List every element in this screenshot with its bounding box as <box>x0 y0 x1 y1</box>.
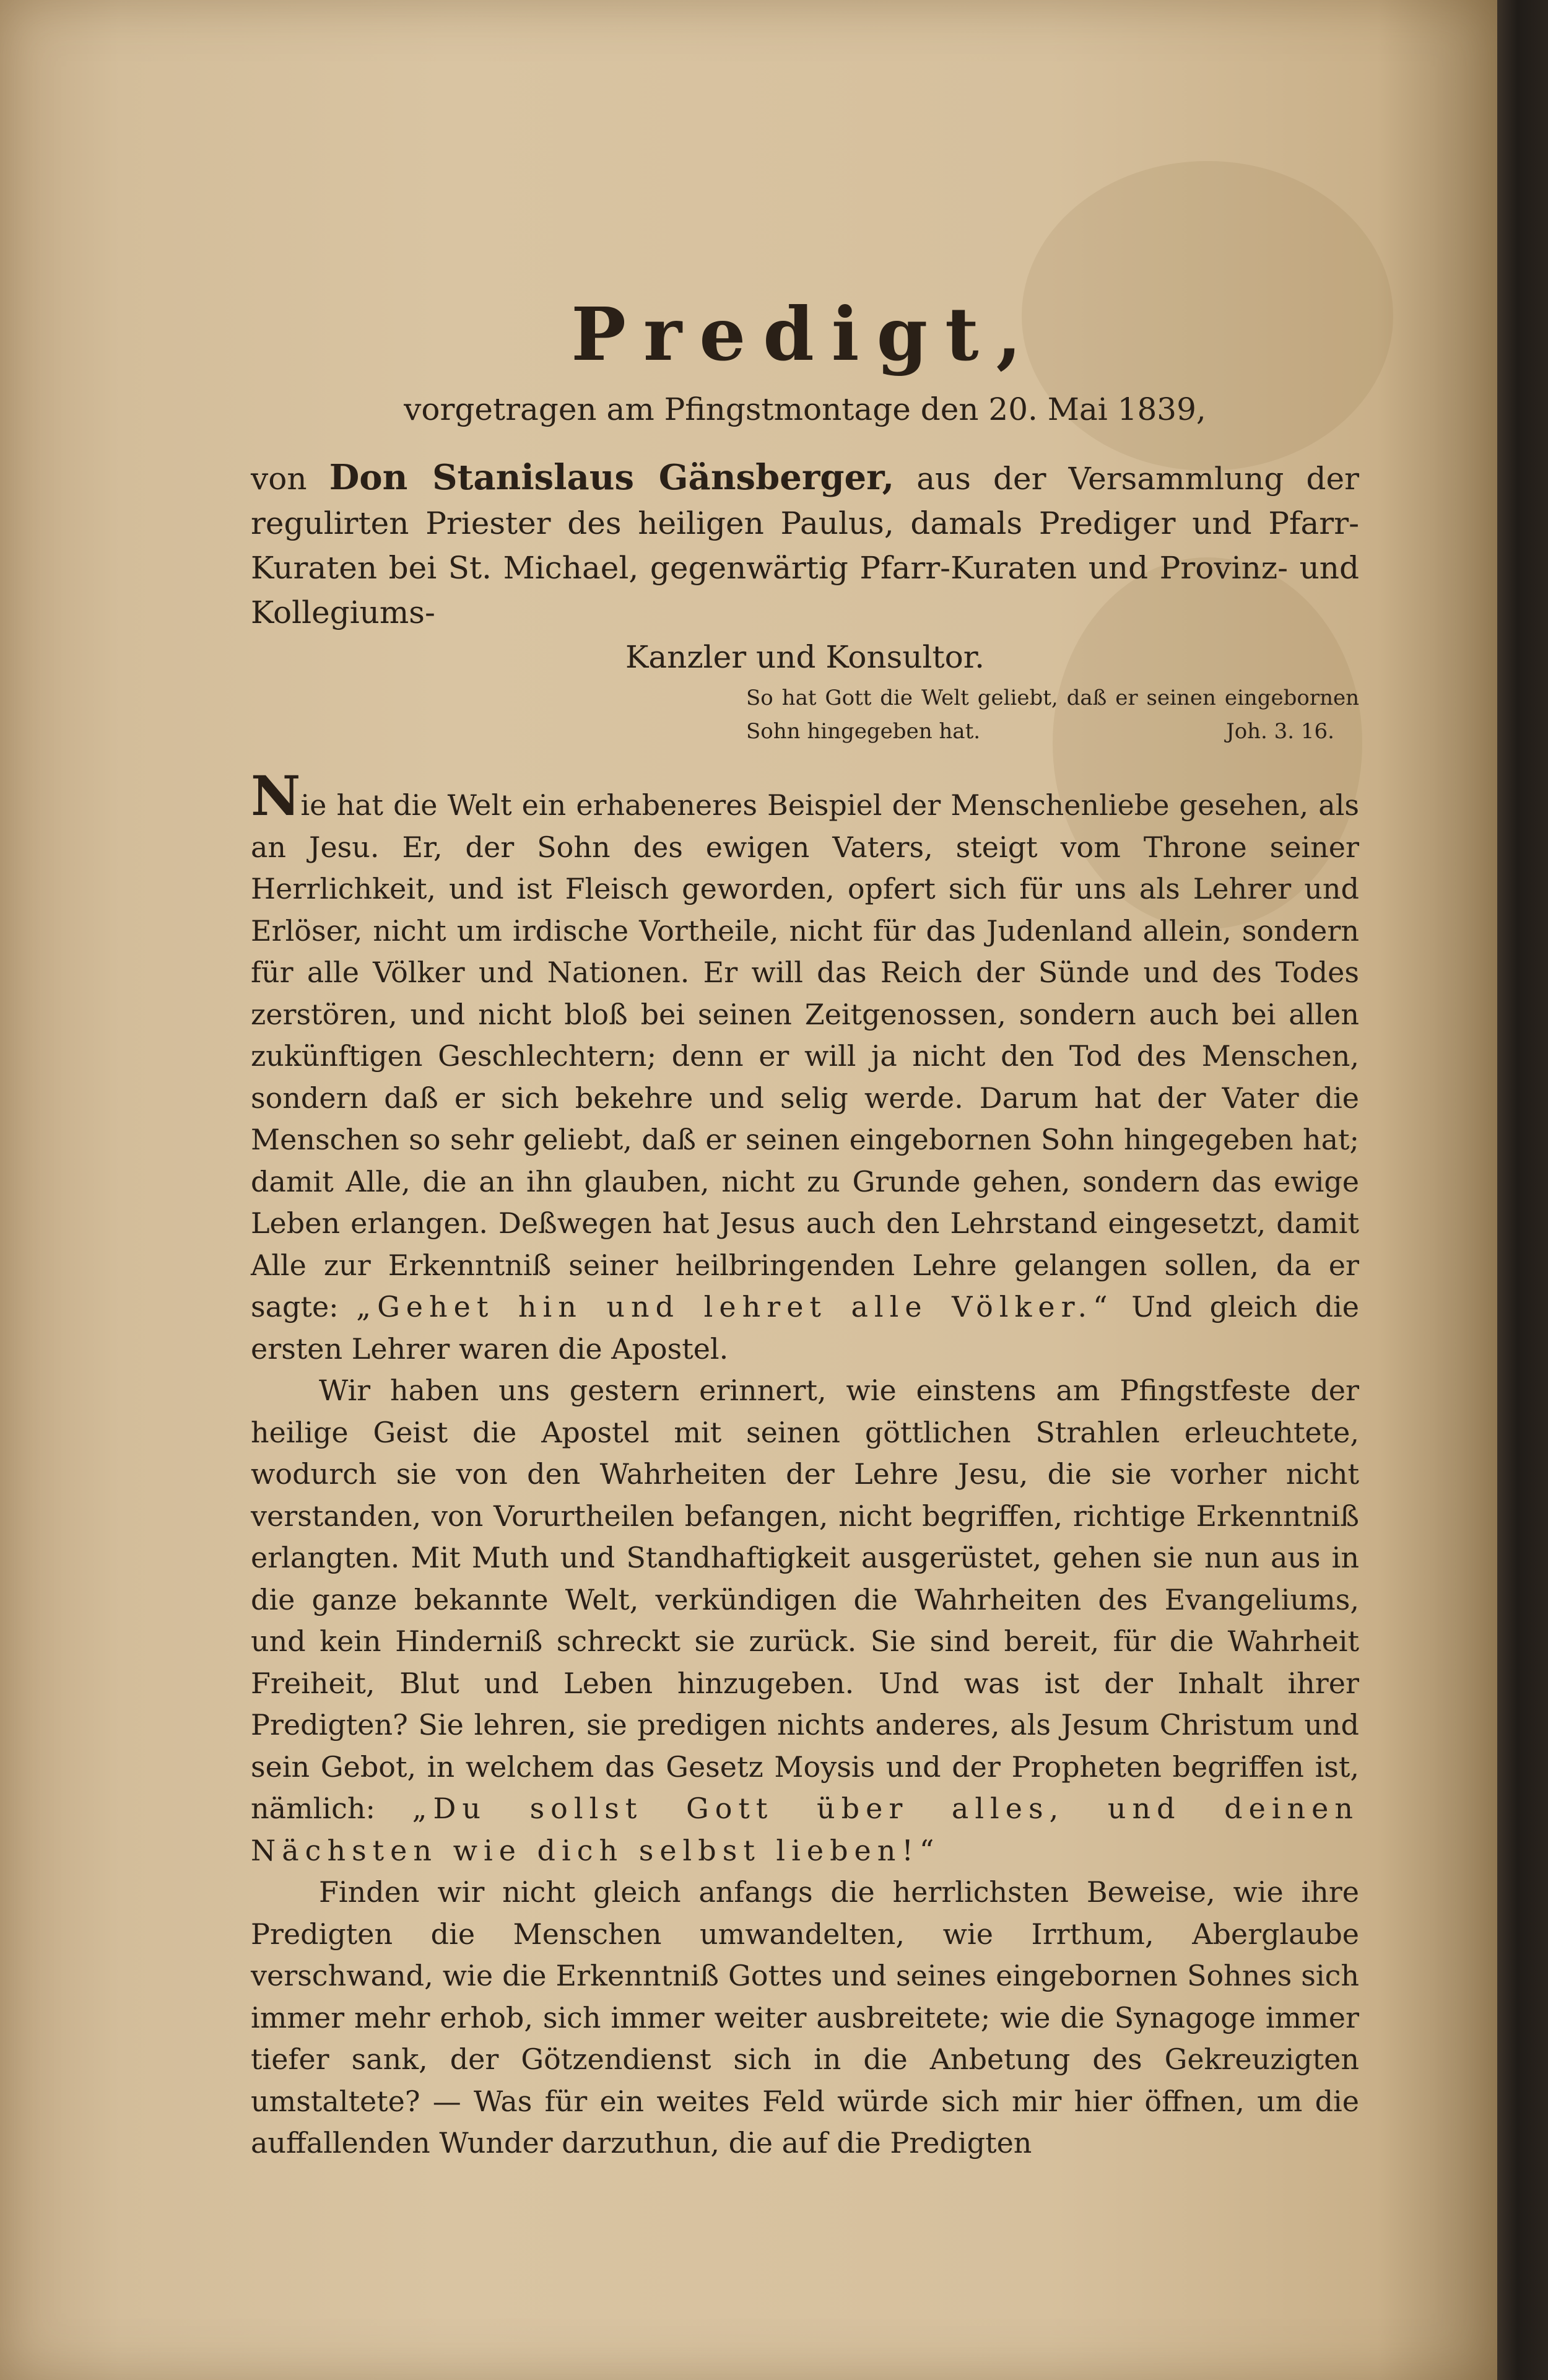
sermon-title: Predigt, <box>571 291 1039 377</box>
paragraph-1 <box>251 764 1359 1370</box>
motto-text: So hat Gott die Welt geliebt, daß er seinen eingebornen Sohn hingegeben hat. <box>746 686 1359 744</box>
sermon-body <box>251 764 1360 2164</box>
motto-reference: Joh. 3. 16. <box>1226 719 1334 744</box>
paragraph-2-quote: „Du sollst Gott über alles, und deinen Nächsten wie dich selbst lieben!“ <box>251 1792 1360 1867</box>
paragraph-2 <box>251 1370 1359 1872</box>
paragraph-1-end: Und gleich die ersten Lehrer waren die Apostel. <box>251 1290 1359 1366</box>
paragraph-2-text: Wir haben uns gestern erinnert, wie einstens am Pfingstfeste der heilige Geist die Apostel mit seinen göttlichen Strahlen erleuchtete, wodurch sie von den Wahrheiten der Lehre Jesu, die sie vorher nicht verstanden, von Vorurtheilen befangen, nicht begriffen, richtige Erkenntniß erlangten. Mit Muth und Standhaftigkeit ausgerüstet, gehen sie nun aus in die ganze bekannte Welt, verkündigen die Wahrheiten des Evangeliums, und kein Hinderniß schreckt sie zurück. Sie sind bereit, für die Wahrheit Freiheit, Blut und Leben hinzugeben. Und was ist der Inhalt ihrer Predigten? Sie lehren, sie predigen nichts anderes, als Jesum Christum und sein Gebot, in welchem das Gesetz Moysis und der Propheten begriffen ist, nämlich: <box>251 1374 1359 1825</box>
paragraph-1-quote: „Gehet hin und lehret alle Völker.“ <box>356 1290 1114 1323</box>
author-last-line: Kanzler und Konsultor. <box>625 639 985 675</box>
paragraph-1-text: ie hat die Welt ein erhabeneres Beispiel der Menschenliebe gesehen, als an Jesu. Er, der Sohn des ewigen Vaters, steigt vom Throne seiner Herrlichkeit, und ist Fleisch geworden, opfert sich für uns als Lehrer und Erlöser, nicht um irdische Vortheile, nicht für das Judenland allein, sondern für alle Völker und Nationen. Er will das Reich der Sünde und des Todes zerstören, und nicht bloß bei seinen Zeitgenossen, sondern auch bei allen zukünftigen Geschlechtern; denn er will ja nicht den Tod des Menschen, sondern daß er sich bekehre und selig werde. Darum hat der Vater die Menschen so sehr geliebt, daß er seinen eingebornen Sohn hingegeben hat; damit Alle, die an ihn glauben, nicht zu Grunde gehen, sondern das ewige Leben erlangen. Deßwegen hat Jesus auch den Lehrstand eingesetzt, damit Alle zur Erkenntniß seiner heilbringenden Lehre gelangen sollen, da er sagte: <box>251 788 1359 1323</box>
sermon-subtitle: vorgetragen am Pfingstmontage den 20. Mai 1839, <box>404 391 1206 427</box>
author-name: Don Stanislaus Gänsberger, <box>329 457 895 498</box>
drop-cap: N <box>251 764 301 828</box>
book-gutter <box>1497 0 1548 2380</box>
author-block <box>251 455 1359 679</box>
paragraph-3 <box>251 1872 1359 2164</box>
bible-motto <box>746 681 1359 748</box>
paragraph-3-text: Finden wir nicht gleich anfangs die herrlichsten Beweise, wie ihre Predigten die Menschen umwandelten, wie Irrthum, Aberglaube verschwand, wie die Erkenntniß Gottes und seines eingebornen Sohnes sich immer mehr erhob, sich immer weiter ausbreitete; wie die Synagoge immer tiefer sank, der Götzendienst sich in die Anbetung des Gekreuzigten umstaltete? — Was für ein weites Feld würde sich mir hier öffnen, um die auffallenden Wunder darzuthun, die auf die Predigten <box>251 1875 1359 2160</box>
author-description: aus der Versammlung der regulirten Priester des heiligen Paulus, damals Prediger und Pfarr-Kuraten bei St. Michael, gegenwärtig Pfarr-Kuraten und Provinz- und Kollegiums- <box>251 461 1359 630</box>
author-prefix: von <box>251 461 329 497</box>
